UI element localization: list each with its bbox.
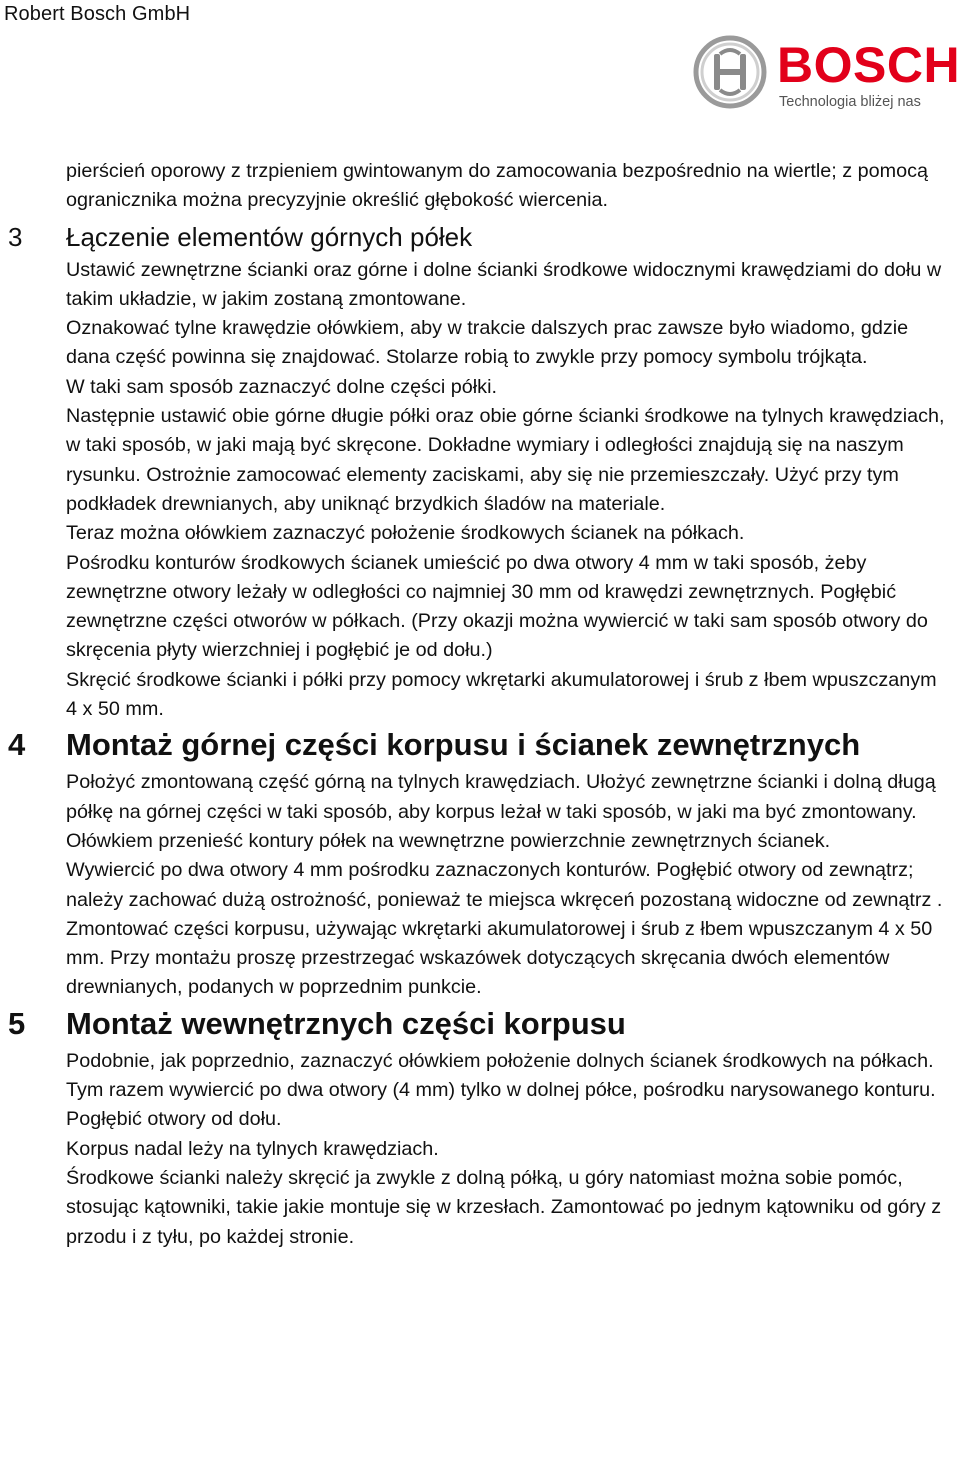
bosch-logo (692, 34, 960, 114)
brand-wordmark: BOSCH (777, 37, 960, 93)
section-5-paragraph: Korpus nadal leży na tylnych krawędziach. (66, 1137, 439, 1160)
section-3-heading (0, 216, 960, 256)
intro-paragraph: pierścień oporowy z trzpieniem gwintowanym do zamocowania bezpośrednio na wiertle; z pomocą ogranicznika można precyzyjnie określić głębokość wiercenia. (66, 160, 929, 212)
section-5-heading (0, 1003, 960, 1047)
section-number: 5 (8, 1005, 26, 1041)
section-3-paragraph: Teraz można ołówkiem zaznaczyć położenie środkowych ścianek na półkach. (66, 522, 745, 545)
bosch-armature-icon (692, 34, 768, 110)
section-3-paragraph: Skręcić środkowe ścianki i półki przy pomocy wkrętarki akumulatorowej i śrub z łbem wpuszczanym 4 x 50 mm. (66, 668, 937, 721)
section-3-paragraph: W taki sam sposób zaznaczyć dolne części półki. (66, 375, 497, 398)
section-title: Łączenie elementów górnych półek (66, 221, 473, 252)
company-name: Robert Bosch GmbH (4, 3, 191, 25)
section-4-paragraph: Wywiercić po dwa otwory 4 mm pośrodku zaznaczonych konturów. Pogłębić otwory od zewnątrz; należy zachować dużą ostrożność, ponieważ te miejsca wkręceń pozostaną widoczne od zewnątrz . (66, 859, 943, 911)
section-number: 3 (8, 221, 23, 252)
section-number: 4 (8, 727, 26, 763)
section-3-paragraph: Następnie ustawić obie górne długie półki oraz obie górne ścianki środkowe na tylnych krawędziach, w taki sposób, w jaki mają być skręcone. Dokładne wymiary i odległości znajdują się na naszym rysunku. Ostrożnie zamocować elementy zaciskami, aby się nie przemieszczały. Użyć przy tym podkładek drewnianych, aby uniknąć brzydkich śladów na materiale. (66, 405, 945, 515)
section-4-paragraph: Położyć zmontowaną część górną na tylnych krawędziach. Ułożyć zewnętrzne ścianki i dolną długą półkę na górnej części w taki sposób, aby korpus leżał w taki sposób, w jaki ma być zmontowany. Ołówkiem przenieść kontury półek na wewnętrzne powierzchnie zewnętrznych ścianek. (66, 771, 936, 852)
section-3-paragraph: Pośrodku konturów środkowych ścianek umieścić po dwa otwory 4 mm w taki sposób, żeby zewnętrzne otwory leżały w odległości co najmniej 30 mm od krawędzi zewnętrznych. Pogłębić zewnętrzne części otworów w półkach. (Przy okazji można wywiercić w taki sam sposób otwory do skręcenia płyty wierzchniej i pogłębić je od dołu.) (66, 551, 928, 662)
section-4-heading (0, 724, 960, 768)
section-title: Montaż wewnętrznych części korpusu (66, 1005, 626, 1041)
section-4-paragraph: Zmontować części korpusu, używając wkrętarki akumulatorowej i śrub z łbem wpuszczanym 4 x 50 mm. Przy montażu proszę przestrzegać wskazówek dotyczących skręcania dwóch elementów drewnianych, podanych w poprzednim punkcie. (66, 917, 933, 999)
section-3-paragraph: Oznakować tylne krawędzie ołówkiem, aby w trakcie dalszych prac zawsze było wiadomo, gdzie dana część powinna się znajdować. Stolarze robią to zwykle przy pomocy symbolu trójkąta. (66, 317, 909, 369)
brand-tagline: Technologia bliżej nas (779, 94, 921, 110)
section-5-paragraph: Podobnie, jak poprzednio, zaznaczyć ołówkiem położenie dolnych ścianek środkowych na półkach. Tym razem wywiercić po dwa otwory (4 mm) tylko w dolnej półce, pośrodku narysowanego konturu. Pogłębić otwory od dołu. (66, 1049, 936, 1131)
section-5-paragraph: Środkowe ścianki należy skręcić ja zwykle z dolną półką, u góry natomiast można sobie pomóc, stosując kątowniki, takie jakie montuje się w krzesłach. Zamontować po jednym kątowniku od góry z przodu i z tyłu, po każdej stronie. (66, 1166, 942, 1248)
document-body (0, 157, 960, 1252)
section-3-paragraph: Ustawić zewnętrzne ścianki oraz górne i dolne ścianki środkowe widocznymi krawędziami do dołu w takim układzie, w jakim zostaną zmontowane. (66, 258, 942, 310)
section-title: Montaż górnej części korpusu i ścianek zewnętrznych (66, 727, 861, 763)
